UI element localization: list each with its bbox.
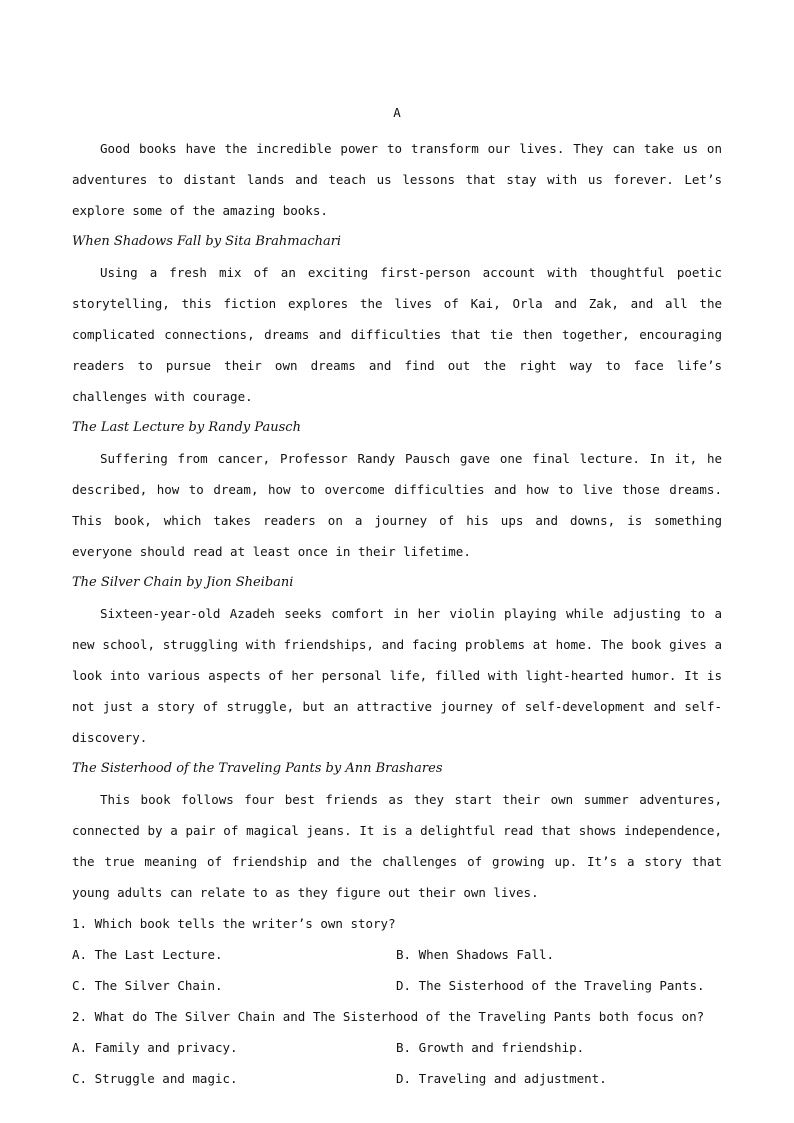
- book-description: Sixteen-year-old Azadeh seeks comfort in her violin playing while adjusting to a new school, struggling with friendships, and facing problems at home. The book gives a look into various aspects of her personal life, filled with light-hearted humor. It is not just a story of struggle, but an attractive journey of self-development and self- discovery.: [72, 606, 722, 745]
- book-description: Using a fresh mix of an exciting first-person account with thoughtful poetic storytelling, this fiction explores the lives of Kai, Orla and Zak, and all the complicated connections, dreams and difficulties that tie then together, encouraging readers to pursue their own dreams and find out the right way to face life’s challenges with courage.: [72, 265, 722, 404]
- question-stem: 2. What do The Silver Chain and The Sisterhood of the Traveling Pants both focus on?: [72, 1009, 705, 1024]
- book-heading: The Silver Chain by Jion Sheibani: [72, 575, 294, 590]
- document-page: [72, 102, 722, 1094]
- book-description: This book follows four best friends as they start their own summer adventures, connected by a pair of magical jeans. It is a delightful read that shows independence, the true meaning of friendship and the challenges of growing up. It’s a story that young adults can relate to as they figure out their own lives.: [72, 792, 722, 900]
- option-a: A. The Last Lecture.: [72, 947, 223, 962]
- book-description: Suffering from cancer, Professor Randy Pausch gave one final lecture. In it, he described, how to dream, how to overcome difficulties and how to live those dreams. This book, which takes readers on a journey of his ups and downs, is something everyone should read at least once in their lifetime.: [72, 451, 722, 559]
- question-block: [72, 908, 722, 1001]
- book-heading: When Shadows Fall by Sita Brahmachari: [72, 234, 342, 249]
- book-heading: The Last Lecture by Randy Pausch: [72, 420, 301, 435]
- options-row: [72, 1063, 722, 1094]
- options-row: [72, 970, 722, 1001]
- book-entry: [72, 412, 722, 567]
- intro-paragraph: Good books have the incredible power to transform our lives. They can take us on adventures to distant lands and teach us lessons that stay with us forever. Let’s explore some of the amazing books.: [72, 141, 722, 218]
- options-row: [72, 939, 722, 970]
- option-d: D. Traveling and adjustment.: [396, 1071, 607, 1086]
- book-entry: [72, 753, 722, 908]
- question-block: [72, 1001, 722, 1094]
- section-label: A: [393, 105, 401, 120]
- question-stem: 1. Which book tells the writer’s own story?: [72, 916, 396, 931]
- book-entry: [72, 567, 722, 753]
- option-c: C. The Silver Chain.: [72, 978, 223, 993]
- option-b: B. Growth and friendship.: [396, 1040, 585, 1055]
- book-heading: The Sisterhood of the Traveling Pants by Ann Brashares: [72, 761, 443, 776]
- option-b: B. When Shadows Fall.: [396, 947, 555, 962]
- options-row: [72, 1032, 722, 1063]
- option-a: A. Family and privacy.: [72, 1040, 238, 1055]
- option-d: D. The Sisterhood of the Traveling Pants.: [396, 978, 705, 993]
- book-entry: [72, 226, 722, 412]
- option-c: C. Struggle and magic.: [72, 1071, 238, 1086]
